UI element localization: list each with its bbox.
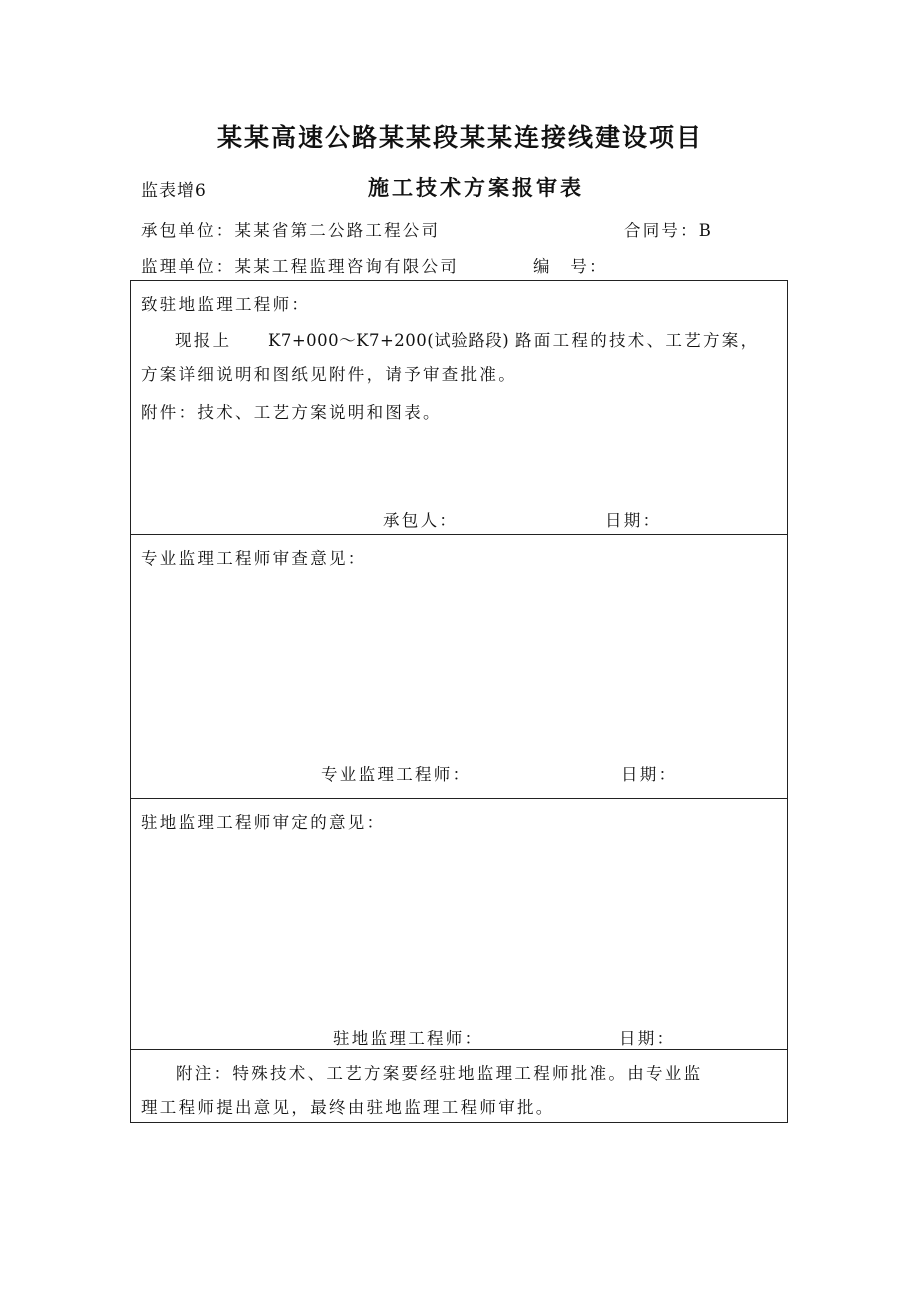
addressee: 致驻地监理工程师： xyxy=(141,295,311,314)
resident-signature-label: 驻地监理工程师： xyxy=(333,1029,484,1048)
specialist-review-section xyxy=(131,535,787,799)
resident-date-label: 日期： xyxy=(619,1029,676,1048)
specialist-signature-label: 专业监理工程师： xyxy=(321,765,472,784)
resident-review-section xyxy=(131,799,787,1050)
submission-body-range: K7+000～K7+200(试验路段) xyxy=(268,331,510,350)
submission-body-intro: 现报上 xyxy=(175,331,232,350)
submission-body-rest: 路面工程的技术、工艺方案， xyxy=(515,331,760,350)
form-title: 施工技术方案报审表 xyxy=(368,175,584,200)
supervisor-info: 监理单位：某某工程监理咨询有限公司 xyxy=(141,257,459,276)
submission-date-label: 日期： xyxy=(605,511,662,530)
resident-review-heading: 驻地监理工程师审定的意见： xyxy=(141,813,386,832)
contractor-info: 承包单位：某某省第二公路工程公司 xyxy=(141,221,441,240)
specialist-date-label: 日期： xyxy=(621,765,678,784)
submission-section xyxy=(131,281,787,535)
note-section xyxy=(131,1050,787,1124)
project-title: 某某高速公路某某段某某连接线建设项目 xyxy=(216,123,703,152)
contract-number: 合同号：B xyxy=(624,221,714,240)
approval-form-table xyxy=(130,280,788,1123)
note-line-2: 理工程师提出意见，最终由驻地监理工程师审批。 xyxy=(141,1098,555,1117)
submission-body-line2: 方案详细说明和图纸见附件，请予审查批准。 xyxy=(141,365,517,384)
form-code: 监表增6 xyxy=(141,181,207,201)
attachment-note: 附件：技术、工艺方案说明和图表。 xyxy=(141,403,442,422)
contractor-signature-label: 承包人： xyxy=(383,511,459,530)
specialist-review-heading: 专业监理工程师审查意见： xyxy=(141,549,367,568)
note-line-1: 附注：特殊技术、工艺方案要经驻地监理工程师批准。由专业监 xyxy=(176,1064,703,1083)
serial-number: 编 号： xyxy=(533,257,608,276)
